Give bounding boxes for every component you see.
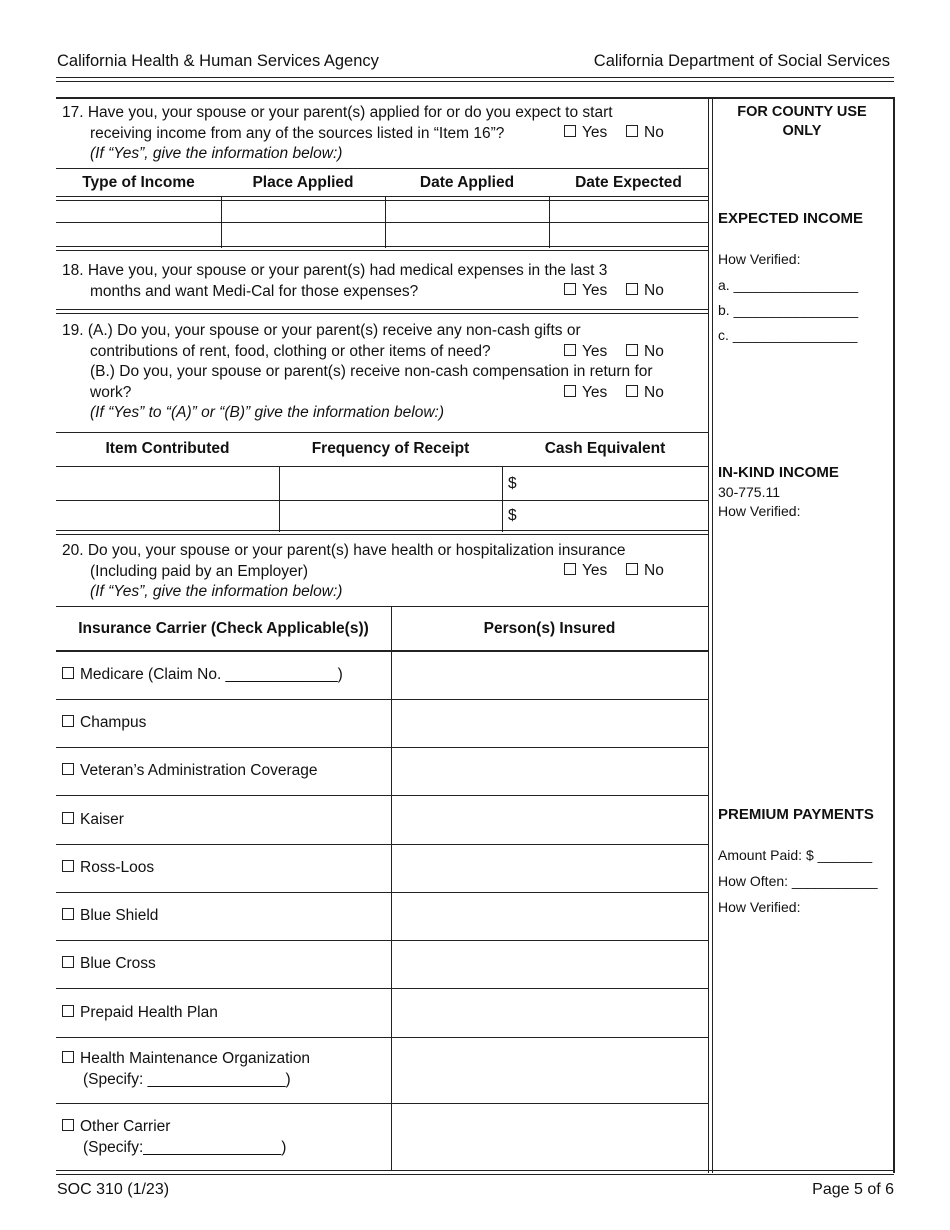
q20-header-rule bbox=[56, 650, 708, 652]
checkbox-icon[interactable] bbox=[62, 1119, 74, 1131]
checkbox-icon[interactable] bbox=[62, 812, 74, 824]
form-top-border bbox=[56, 97, 894, 99]
verified-line-c[interactable]: c. ________________ bbox=[718, 327, 858, 343]
q18-no-checkbox[interactable] bbox=[626, 283, 638, 295]
checkbox-icon[interactable] bbox=[62, 860, 74, 872]
q17-row-1[interactable] bbox=[56, 222, 708, 223]
county-column-divider bbox=[708, 97, 713, 1173]
hmo-specify[interactable]: (Specify: ________________) bbox=[83, 1070, 291, 1088]
q19-table-bottom bbox=[56, 530, 708, 535]
q19-row-1[interactable] bbox=[56, 500, 708, 501]
col-frequency-of-receipt: Frequency of Receipt bbox=[311, 440, 470, 457]
col-place-applied: Place Applied bbox=[252, 174, 354, 191]
q19-col-divider bbox=[502, 466, 503, 532]
other-specify[interactable]: (Specify:________________) bbox=[83, 1138, 287, 1156]
agency-name: California Health & Human Services Agency bbox=[57, 52, 379, 70]
q20-table-top bbox=[56, 606, 708, 607]
carrier-row-rule bbox=[56, 1037, 708, 1038]
q17-table-top bbox=[56, 168, 708, 169]
q20-no-checkbox[interactable] bbox=[626, 563, 638, 575]
q18-no-option[interactable]: No bbox=[626, 282, 664, 300]
question-19: 19. (A.) Do you, your spouse or your parent(s) receive any non-cash gifts or contributions of rent, food, clothing or other items of need? (B.) Do you, your spouse or parent(s) receive non-cash compensation in return for work? (If “Yes” to “(A)” or “(B)” give the information below:) bbox=[62, 322, 653, 421]
carrier-row-rule bbox=[56, 699, 708, 700]
q19a-yes-checkbox[interactable] bbox=[564, 344, 576, 356]
col-insurance-carrier: Insurance Carrier (Check Applicable(s)) bbox=[78, 620, 369, 637]
q20-col-divider bbox=[391, 606, 392, 1170]
col-cash-equivalent: Cash Equivalent bbox=[544, 440, 666, 457]
carrier-ross-loos[interactable]: Ross-Loos bbox=[62, 858, 154, 879]
question-17: 17. Have you, your spouse or your parent(s) applied for or do you expect to start receiving income from any of the sources listed in “Item 16”? (If “Yes”, give the information below:) bbox=[62, 104, 613, 162]
q17-yes-option[interactable]: Yes bbox=[564, 124, 607, 142]
form-bottom-border bbox=[56, 1170, 894, 1175]
premium-amount-paid[interactable]: Amount Paid: $ _______ bbox=[718, 847, 873, 863]
question-18: 18. Have you, your spouse or your parent(s) had medical expenses in the last 3 months and want Medi-Cal for those expenses? bbox=[62, 262, 608, 300]
carrier-row-rule bbox=[56, 988, 708, 989]
q17-no-option[interactable]: No bbox=[626, 124, 664, 142]
in-kind-code: 30-775.11 bbox=[718, 484, 781, 500]
carrier-champus[interactable]: Champus bbox=[62, 713, 146, 734]
q19b-no-checkbox[interactable] bbox=[626, 385, 638, 397]
carrier-row-rule bbox=[56, 940, 708, 941]
q20-yes-checkbox[interactable] bbox=[564, 563, 576, 575]
carrier-row-rule bbox=[56, 844, 708, 845]
verified-line-a[interactable]: a. ________________ bbox=[718, 277, 859, 293]
cash-dollar-sign: $ bbox=[508, 507, 517, 524]
q19a-no-checkbox[interactable] bbox=[626, 344, 638, 356]
carrier-kaiser[interactable]: Kaiser bbox=[62, 810, 124, 831]
in-kind-heading: IN-KIND INCOME bbox=[718, 464, 839, 481]
q17-no-checkbox[interactable] bbox=[626, 125, 638, 137]
col-type-of-income: Type of Income bbox=[82, 174, 195, 191]
premium-payments-heading: PREMIUM PAYMENTS bbox=[718, 806, 874, 823]
checkbox-icon[interactable] bbox=[62, 667, 74, 679]
col-date-expected: Date Expected bbox=[575, 174, 682, 191]
checkbox-icon[interactable] bbox=[62, 1051, 74, 1063]
checkbox-icon[interactable] bbox=[62, 908, 74, 920]
carrier-medicare[interactable]: Medicare (Claim No. _____________) bbox=[62, 665, 343, 686]
checkbox-icon[interactable] bbox=[62, 763, 74, 775]
in-kind-verified: How Verified: bbox=[718, 503, 801, 519]
col-item-contributed: Item Contributed bbox=[105, 440, 230, 457]
q19a-yes-option[interactable]: Yes bbox=[564, 343, 607, 361]
verified-line-b[interactable]: b. ________________ bbox=[718, 302, 859, 318]
carrier-blue-cross[interactable]: Blue Cross bbox=[62, 954, 156, 975]
expected-income-heading: EXPECTED INCOME bbox=[718, 210, 864, 227]
q18-bottom-rule bbox=[56, 309, 708, 314]
checkbox-icon[interactable] bbox=[62, 715, 74, 727]
department-name: California Department of Social Services bbox=[593, 52, 890, 70]
carrier-blue-shield[interactable]: Blue Shield bbox=[62, 906, 158, 927]
q19b-no-option[interactable]: No bbox=[626, 384, 664, 402]
carrier-prepaid-health-plan[interactable]: Prepaid Health Plan bbox=[62, 1003, 218, 1024]
q19-header-rule bbox=[56, 466, 708, 467]
header-rule bbox=[56, 77, 894, 82]
premium-verified: How Verified: bbox=[718, 899, 801, 915]
q19b-yes-checkbox[interactable] bbox=[564, 385, 576, 397]
q17-col-divider bbox=[549, 196, 550, 248]
checkbox-icon[interactable] bbox=[62, 956, 74, 968]
q19a-no-option[interactable]: No bbox=[626, 343, 664, 361]
q20-no-option[interactable]: No bbox=[626, 562, 664, 580]
carrier-row-rule bbox=[56, 747, 708, 748]
carrier-hmo[interactable]: Health Maintenance Organization (Specify: ________________) bbox=[62, 1049, 310, 1090]
q17-header-rule bbox=[56, 196, 708, 201]
col-persons-insured: Person(s) Insured bbox=[483, 620, 616, 637]
q17-col-divider bbox=[385, 196, 386, 248]
form-right-border bbox=[893, 97, 895, 1173]
carrier-row-rule bbox=[56, 892, 708, 893]
cash-dollar-sign: $ bbox=[508, 475, 517, 492]
carrier-other[interactable]: Other Carrier (Specify:________________) bbox=[62, 1117, 286, 1158]
form-number: SOC 310 (1/23) bbox=[57, 1181, 170, 1198]
page-number: Page 5 of 6 bbox=[812, 1181, 894, 1198]
q18-yes-checkbox[interactable] bbox=[564, 283, 576, 295]
q19-table-top bbox=[56, 432, 708, 433]
checkbox-icon[interactable] bbox=[62, 1005, 74, 1017]
col-date-applied: Date Applied bbox=[419, 174, 515, 191]
carrier-va-coverage[interactable]: Veteran’s Administration Coverage bbox=[62, 761, 318, 782]
carrier-row-rule bbox=[56, 1103, 708, 1104]
q20-yes-option[interactable]: Yes bbox=[564, 562, 607, 580]
q19b-yes-option[interactable]: Yes bbox=[564, 384, 607, 402]
q18-yes-option[interactable]: Yes bbox=[564, 282, 607, 300]
q17-table-bottom bbox=[56, 246, 708, 251]
q19-col-divider bbox=[279, 466, 280, 532]
q17-yes-checkbox[interactable] bbox=[564, 125, 576, 137]
question-20: 20. Do you, your spouse or your parent(s) have health or hospitalization insurance (Including paid by an Employer) (If “Yes”, give the information below:) bbox=[62, 542, 626, 600]
expected-income-verified: How Verified: bbox=[718, 251, 801, 267]
carrier-row-rule bbox=[56, 795, 708, 796]
premium-how-often[interactable]: How Often: ___________ bbox=[718, 873, 878, 889]
q17-col-divider bbox=[221, 196, 222, 248]
county-use-title: FOR COUNTY USE ONLY bbox=[737, 104, 867, 139]
